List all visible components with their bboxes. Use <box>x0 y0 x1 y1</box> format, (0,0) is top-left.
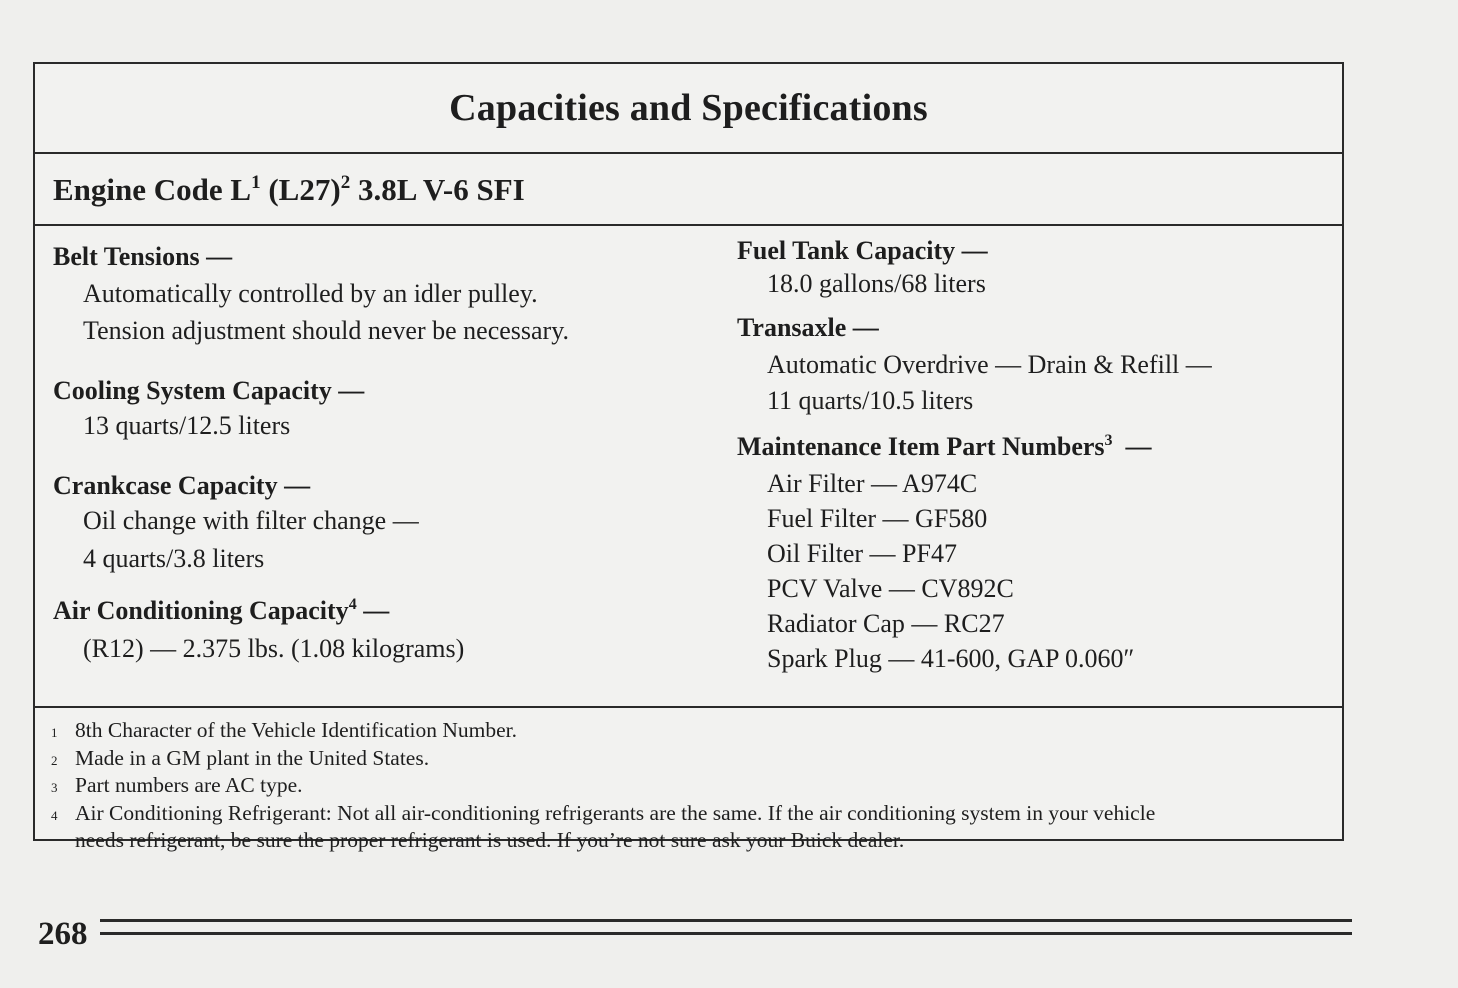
engine-code-prefix: Engine Code L <box>53 172 252 207</box>
belt-tensions-line-2: Tension adjustment should never be necessary. <box>83 316 570 345</box>
ac-heading <box>53 596 703 626</box>
footnote-divider <box>35 706 1342 708</box>
footnote-ref-2: 2 <box>340 172 351 193</box>
ac-heading-text: Air Conditioning Capacity <box>53 596 349 625</box>
maintenance-heading-dash: — <box>1112 432 1152 461</box>
footnote-ref-3: 3 <box>1104 432 1113 449</box>
footnote-text: Part numbers are AC type. <box>75 773 303 797</box>
footnote-4-continued <box>51 828 1340 854</box>
maintenance-heading <box>737 432 1327 462</box>
fuel-tank-line-1: 18.0 gallons/68 liters <box>767 269 986 298</box>
footnote-1 <box>51 718 1340 746</box>
footer-rule-top <box>100 919 1352 922</box>
footnote-number: 4 <box>51 807 58 823</box>
ac-heading-dash: — <box>356 596 390 625</box>
fuel-tank-heading: Fuel Tank Capacity — <box>737 236 988 265</box>
engine-code-suffix: 3.8L V-6 SFI <box>350 172 525 207</box>
engine-code <box>53 172 525 208</box>
part-fuel-filter: Fuel Filter — GF580 <box>767 504 988 533</box>
page-number: 268 <box>38 916 88 952</box>
part-spark-plug: Spark Plug — 41-600, GAP 0.060″ <box>767 644 1135 673</box>
transaxle-heading: Transaxle — <box>737 313 879 342</box>
part-oil-filter: Oil Filter — PF47 <box>767 539 957 568</box>
footnote-4 <box>51 801 1340 829</box>
crankcase-line-2: 4 quarts/3.8 liters <box>83 544 265 573</box>
maintenance-heading-text: Maintenance Item Part Numbers <box>737 432 1105 461</box>
footnote-2 <box>51 746 1340 774</box>
ac-line-1: (R12) — 2.375 lbs. (1.08 kilograms) <box>83 634 465 663</box>
transaxle-line-2: 11 quarts/10.5 liters <box>767 386 974 415</box>
belt-tensions-heading: Belt Tensions — <box>53 242 233 271</box>
cooling-line-1: 13 quarts/12.5 liters <box>83 411 291 440</box>
footer-rule-bottom <box>100 932 1352 935</box>
transaxle-line-1: Automatic Overdrive — Drain & Refill — <box>767 350 1212 379</box>
part-air-filter: Air Filter — A974C <box>767 469 978 498</box>
right-column <box>737 236 1327 674</box>
footnote-ref-4: 4 <box>348 596 357 613</box>
title-row <box>35 64 1342 154</box>
footnote-text: 8th Character of the Vehicle Identification Number. <box>75 718 517 742</box>
footnote-text: Made in a GM plant in the United States. <box>75 745 430 770</box>
part-radiator-cap: Radiator Cap — RC27 <box>767 609 1005 638</box>
footnote-number: 2 <box>51 752 58 768</box>
footnote-text: Air Conditioning Refrigerant: Not all air-conditioning refrigerants are the same. If the air conditioning system in your vehicle <box>75 800 1156 825</box>
crankcase-line-1: Oil change with filter change — <box>83 506 419 535</box>
footnotes <box>51 718 1340 854</box>
engine-code-mid: (L27) <box>260 172 341 207</box>
footnote-number <box>51 828 75 854</box>
footnote-number: 3 <box>51 780 58 795</box>
engine-code-row <box>35 154 1342 226</box>
footnote-3 <box>51 773 1340 801</box>
left-column <box>53 242 703 664</box>
footnote-ref-1: 1 <box>251 172 261 193</box>
page-title: Capacities and Specifications <box>449 87 928 129</box>
cooling-heading: Cooling System Capacity — <box>53 376 365 405</box>
footnote-number: 1 <box>51 725 58 740</box>
crankcase-heading: Crankcase Capacity — <box>53 471 311 500</box>
specifications-table <box>33 62 1344 852</box>
footnote-text: needs refrigerant, be sure the proper refrigerant is used. If you’re not sure ask your Buick dealer. <box>75 828 905 852</box>
part-pcv-valve: PCV Valve — CV892C <box>767 574 1014 603</box>
belt-tensions-line-1: Automatically controlled by an idler pulley. <box>83 279 538 308</box>
